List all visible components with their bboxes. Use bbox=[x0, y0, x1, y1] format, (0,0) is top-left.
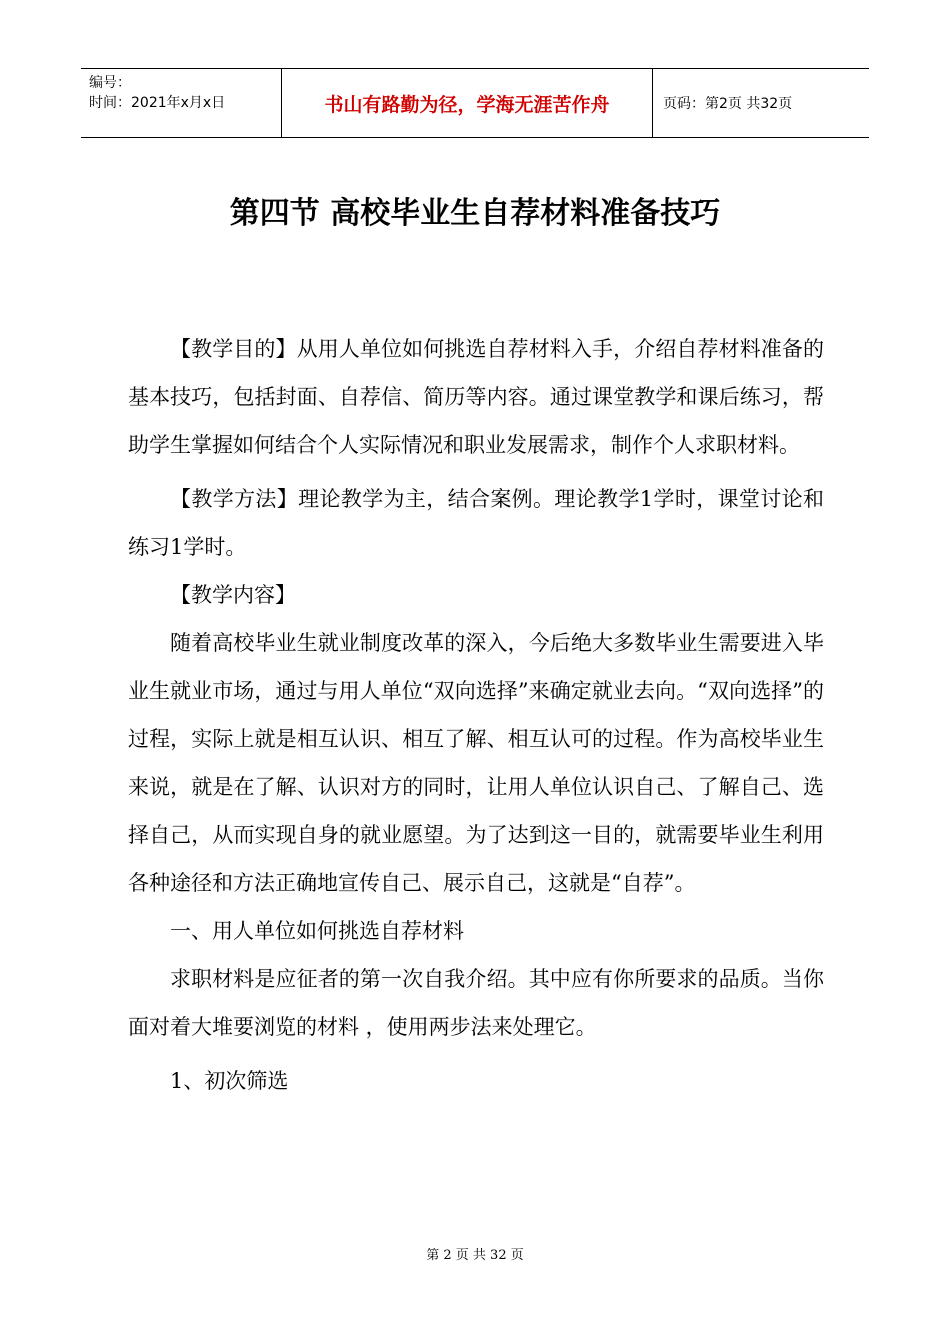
header-motto: 书山有路勤为径，学海无涯苦作舟 bbox=[281, 69, 653, 137]
paragraph-materials: 求职材料是应征者的第一次自我介绍。其中应有你所要求的品质。当你面对着大堆要浏览的材料 ，使用两步法来处理它。 bbox=[128, 967, 824, 1039]
header-page-info: 页码：第2页 共32页 bbox=[663, 96, 793, 112]
document-number-label: 编号： bbox=[89, 75, 131, 91]
page-title: 第四节 高校毕业生自荐材料准备技巧 bbox=[229, 196, 721, 231]
paragraph-introduction: 随着高校毕业生就业制度改革的深入，今后绝大多数毕业生需要进入毕业生就业市场，通过与用人单位“双向选择”来确定就业去向。“双向选择”的过程，实际上就是相互认识、相互了解、相互认可的过程。作为高校毕业生来说，就是在了解、认识对方的同时，让用人单位认识自己、了解自己、选择自己，从而实现自身的就业愿望。为了达到这一目的，就需要毕业生利用各种途径和方法正确地宣传自己、展示自己，这就是“自荐”。 bbox=[128, 631, 824, 895]
paragraph-teaching-goal: 【教学目的】从用人单位如何挑选自荐材料入手，介绍自荐材料准备的基本技巧，包括封面、自荐信、简历等内容。通过课堂教学和课后练习，帮助学生掌握如何结合个人实际情况和职业发展需求，制作个人求职材料。 bbox=[128, 337, 824, 457]
header-meta bbox=[81, 69, 281, 137]
paragraph-teaching-method: 【教学方法】理论教学为主，结合案例。理论教学1学时，课堂讨论和练习1学时。 bbox=[128, 487, 824, 559]
section-heading-1: 一、用人单位如何挑选自荐材料 bbox=[170, 919, 464, 943]
page-footer: 第 2 页 共 32 页 bbox=[426, 1248, 524, 1263]
header-table bbox=[81, 68, 869, 138]
subsection-heading-1: 1、初次筛选 bbox=[170, 1069, 289, 1093]
document-body bbox=[128, 325, 824, 1105]
paragraph-teaching-content-heading: 【教学内容】 bbox=[170, 583, 296, 607]
document-date: 时间：2021年x月x日 bbox=[89, 95, 226, 111]
